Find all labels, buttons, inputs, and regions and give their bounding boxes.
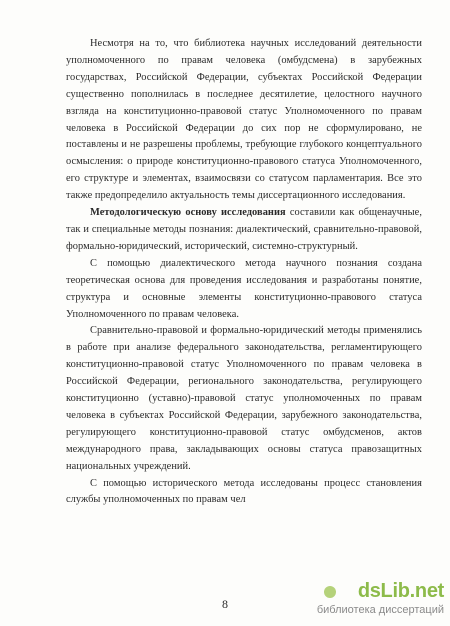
watermark-logo-text: dsLib.net (357, 580, 444, 602)
paragraph-4-text: Сравнительно-правовой и формально-юридический методы применялись в работе при анализе федерального законодательства, регламентирующего конституционно-правовой статус Уполномоченного по правам человека в Российской Федерации, регионального законодательства, регулирующего конституционно (уставно)-правовой статус уполномоченных по правам человека в субъектах Российской Федерации, зарубежного законодательства, регулирующего конституционно-правовой статус омбудсменов, актов международного права, закладывающих основы статуса правозащитных национальных учреждений. (66, 325, 422, 472)
paragraph-2-text: составили как общенаучные, так и специальные методы познания: диалектический, сравнительно-правовой, формально-юридический, исторический, системно-структурный. (66, 207, 422, 252)
paragraph-3-text: С помощью диалектического метода научного познания создана теоретическая основа для проведения исследования и разработаны понятие, структура и основные элементы конституционно-правового статуса Уполномоченного по правам человека. (66, 257, 422, 320)
paragraph-1 (66, 36, 422, 205)
paragraph-5 (66, 476, 422, 510)
paragraph-3 (66, 256, 422, 324)
body-text (66, 36, 422, 509)
paragraph-1-text: Несмотря на то, что библиотека научных исследований деятельности уполномоченного по правам человека (омбудсмена) в зарубежных государствах, Российской Федерации, субъектах Российской Федерации существенно пополнилась в последнее десятилетие, целостного научного взгляда на конституционно-правовой статус Уполномоченного по правам человека в Российской Федерации до сих пор не сформулировано, не поставлены и не разрешены проблемы, требующие глубокого концептуального осмысления: о природе конституционно-правового статуса Уполномоченного, его структуре и элементах, взаимосвязи со статусом парламентария. Все это также предопределило актуальность темы диссертационного исследования. (66, 38, 422, 202)
paragraph-4 (66, 323, 422, 475)
page-number: 8 (222, 597, 228, 611)
watermark-subtitle: библиотека диссертаций (316, 604, 444, 616)
paragraph-2-bold: Методологическую основу исследования (90, 207, 286, 219)
paragraph-5-text: С помощью исторического метода исследованы процесс становления службы уполномоченных по правам чел (66, 477, 422, 506)
watermark-badge-icon (324, 586, 336, 598)
watermark-logo (316, 580, 444, 620)
paragraph-2 (66, 205, 422, 256)
